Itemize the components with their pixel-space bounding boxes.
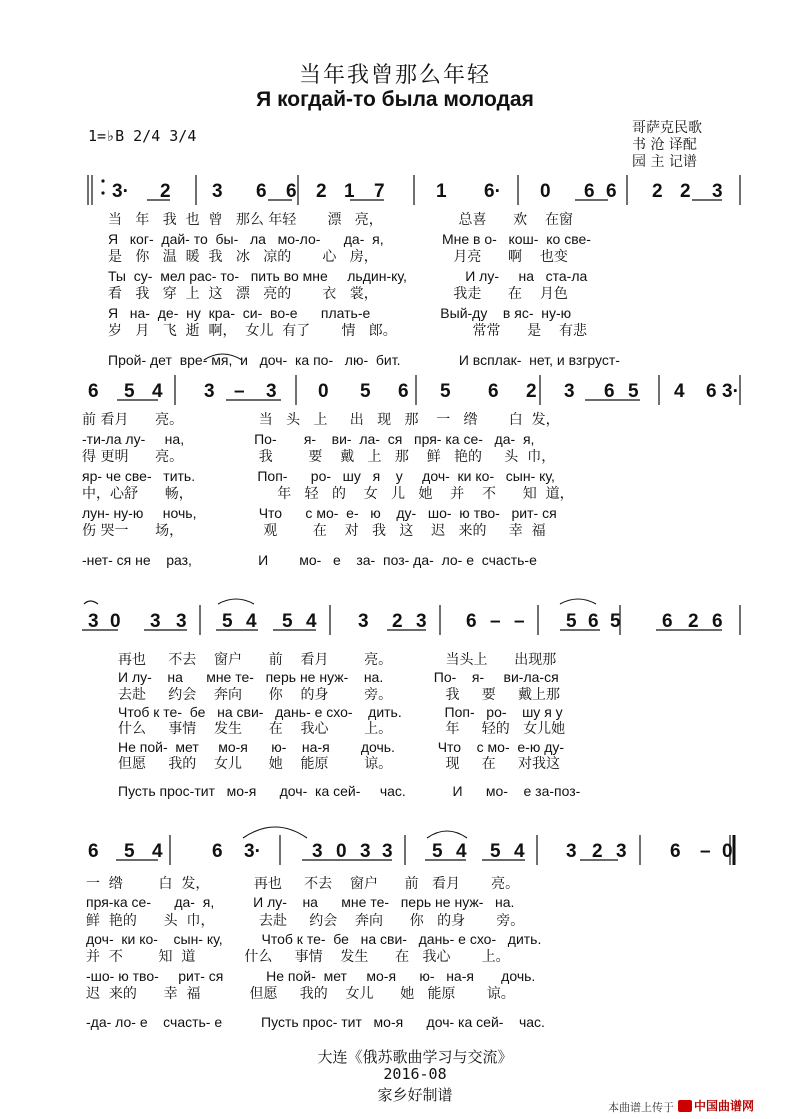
note: 0 [110,611,121,632]
note: 1 [436,181,447,202]
lyric-line: лун- ну-ю ночь, Что с мо- е- ю ду- шо- ю тво- рит- ся [82,504,557,521]
note: 5 [628,381,639,402]
lyric-line: 得 更明 亮。 我 要 戴 上 那 鲜 艳的 头 巾， [82,449,556,465]
lyric-line: -нет- ся не раз, И мо- е за- поз- да- ло- е счасть-е [82,551,537,568]
credit-origin: 哥萨克民歌 [632,120,702,136]
note: 0 [318,381,329,402]
note: 3· [112,181,129,202]
lyric-line: 但愿 我的 女儿 她 能原 谅。 现 在 对我这 [118,755,561,772]
site-name: 中国曲谱网 [694,1099,755,1113]
note: 6 [212,841,223,862]
lyric-line: яр- че све- тить. Поп- ро- шу я у доч- ки ко- сын- ку, [82,467,555,484]
note: 6 [88,841,99,862]
lyric-line: Ты су- мел рас- то- пить во мне льдин-ку, И лу- на ста-ла [108,267,588,284]
note: 2 [392,611,403,632]
note: 5 [440,381,451,402]
lyric-line: 前 看月 亮。 当 头 上 出 现 那 一 绺 白 发， [82,412,560,428]
note: 6 [286,181,297,202]
note: 4 [152,381,163,402]
note: 3 [566,841,577,862]
logo-icon [678,1100,692,1112]
note: 6 [88,381,99,402]
upload-note: 本曲谱上传于 [608,1101,674,1114]
lyric-line: Я на- де- ну кра- си- во-е плать-е Вый-ду в яс- ну-ю [108,304,572,321]
note: 7 [374,181,385,202]
lyric-line: Пусть прос-тит мо-я доч- ка сей- час. И мо- е за-поз- [118,783,581,800]
note: 5 [432,841,443,862]
note: 3· [244,841,261,862]
note: 3 [150,611,161,632]
note: 3 [266,381,277,402]
note: 3 [204,381,215,402]
note: 6 [712,611,723,632]
note: 6 [604,381,615,402]
lyric-line: Прой- дет вре- мя, и доч- ка по- лю- бит. И всплак- нет, и взгруст- [108,351,620,368]
note: 2 [316,181,327,202]
lyric-line: 伤 哭一 场， 观 在 对 我 这 迟 来的 幸 福 [82,523,546,539]
note: 2 [652,181,663,202]
note: 5 [566,611,577,632]
title-chinese: 当年我曾那么年轻 [298,63,491,88]
lyric-line: 中，心舒 畅， 年 轻 的 女 儿 她 并 不 知 道， [82,486,574,502]
note: 3 [416,611,427,632]
note: 3 [212,181,223,202]
lyric-line: доч- ки ко- сын- ку, Чтоб к те- бе на сви- дань- е схо- дить. [86,930,542,947]
note: 2 [160,181,171,202]
lyric-line: 迟 来的 幸 福 但愿 我的 女儿 她 能原 谅。 [86,985,515,1002]
note: 3 [712,181,723,202]
lyric-line: 并 不 知 道 什么 事情 发生 在 我心 上。 [86,949,510,966]
lyric-line: 一 绺 白 发， 再也 不去 窗户 前 看月 亮。 [86,876,520,892]
lyric-line: 什么 事情 发生 在 我心 上。 年 轻的 女儿她 [118,721,566,738]
note: 5 [124,841,135,862]
lyric-line: 岁 月 飞 逝 啊， 女儿 有了 情 郎。 常常 是 有悲 [108,323,587,339]
note: 3 [88,611,99,632]
note: 3 [616,841,627,862]
lyric-line: 当 年 我 也 曾 那么 年轻 漂 亮， 总喜 欢 在窗 [108,212,573,228]
note: 3· [722,381,739,402]
note: 6 [256,181,267,202]
lyric-line: 鲜 艳的 头 巾， 去赴 约会 奔向 你 的身 旁。 [86,912,525,929]
note: 6 [662,611,673,632]
note: 5 [282,611,293,632]
note: 5 [490,841,501,862]
note: 2 [526,381,537,402]
note: 0 [336,841,347,862]
dots [101,179,104,194]
lyric-line: пря-ка се- да- я, И лу- на мне те- перь не нуж- на. [86,894,515,911]
credit-transcriber: 园 主 记谱 [632,154,697,170]
note: 4 [514,841,525,862]
lyric-line: -ти-ла лу- на, По- я- ви- ла- ся пря- ка се- да- я, [82,430,535,447]
note: 5 [360,381,371,402]
note: 6 [488,381,499,402]
site-logo[interactable] [678,1097,754,1114]
note: 6 [606,181,617,202]
lyric-line: Чтоб к те- бе на сви- дань- е схо- дить. Поп- ро- шу я у [118,703,563,720]
note: 6 [670,841,681,862]
note: – [514,611,525,632]
title-russian: Я когдай-то была молодая [256,88,534,111]
note: 1 [344,181,355,202]
note: 0 [540,181,551,202]
note: 6 [588,611,599,632]
note: 6 [466,611,477,632]
note: 4 [306,611,317,632]
note: 4 [674,381,685,402]
lyric-line: Я ког- дай- то бы- ла мо-ло- да- я, Мне в о- кош- ко све- [108,230,591,247]
note: – [234,381,245,402]
footer-source: 大连《俄苏歌曲学习与交流》 [317,1048,513,1066]
note: – [700,841,711,862]
note: 4 [152,841,163,862]
footer-date: 2016-08 [383,1065,447,1083]
key-signature: 1=♭B 2/4 3/4 [88,127,197,145]
note: 2 [688,611,699,632]
credit-translator: 书 沧 译配 [632,137,697,153]
lyric-line: 看 我 穿 上 这 漂 亮的 衣 裳， 我走 在 月色 [108,286,568,302]
note: 6 [398,381,409,402]
lyric-line: -да- ло- е счасть- е Пусть прос- тит мо-я доч- ка сей- час. [86,1014,545,1031]
note: 4 [246,611,257,632]
lyric-line: 是 你 温 暖 我 冰 凉的 心 房， 月亮 啊 也变 [108,249,568,265]
note: 5 [124,381,135,402]
note: 4 [456,841,467,862]
note: 3 [382,841,393,862]
footer-maker: 家乡好制谱 [377,1086,453,1104]
note: 6 [706,381,717,402]
note: 5 [222,611,233,632]
lyric-line: Не пой- мет мо-я ю- на-я дочь. Что с мо- е-ю ду- [118,738,565,755]
note: – [490,611,501,632]
note: 3 [358,611,369,632]
note: 5 [610,611,621,632]
note: 0 [722,841,733,862]
lyric-line: -шо- ю тво- рит- ся Не пой- мет мо-я ю- на-я дочь. [86,967,536,984]
lyric-line: И лу- на мне те- перь не нуж- на. По- я- ви-ла-ся [118,669,559,686]
note: 2 [592,841,603,862]
note: 6 [584,181,595,202]
note: 3 [564,381,575,402]
lyric-line: 去赴 约会 奔向 你 的身 旁。 我 要 戴上那 [118,686,561,703]
lyric-line: 再也 不去 窗户 前 看月 亮。 当头上 出现那 [118,652,557,668]
note: 3 [176,611,187,632]
note: 6· [484,181,501,202]
note: 2 [680,181,691,202]
note: 3 [360,841,371,862]
note: 3 [312,841,323,862]
